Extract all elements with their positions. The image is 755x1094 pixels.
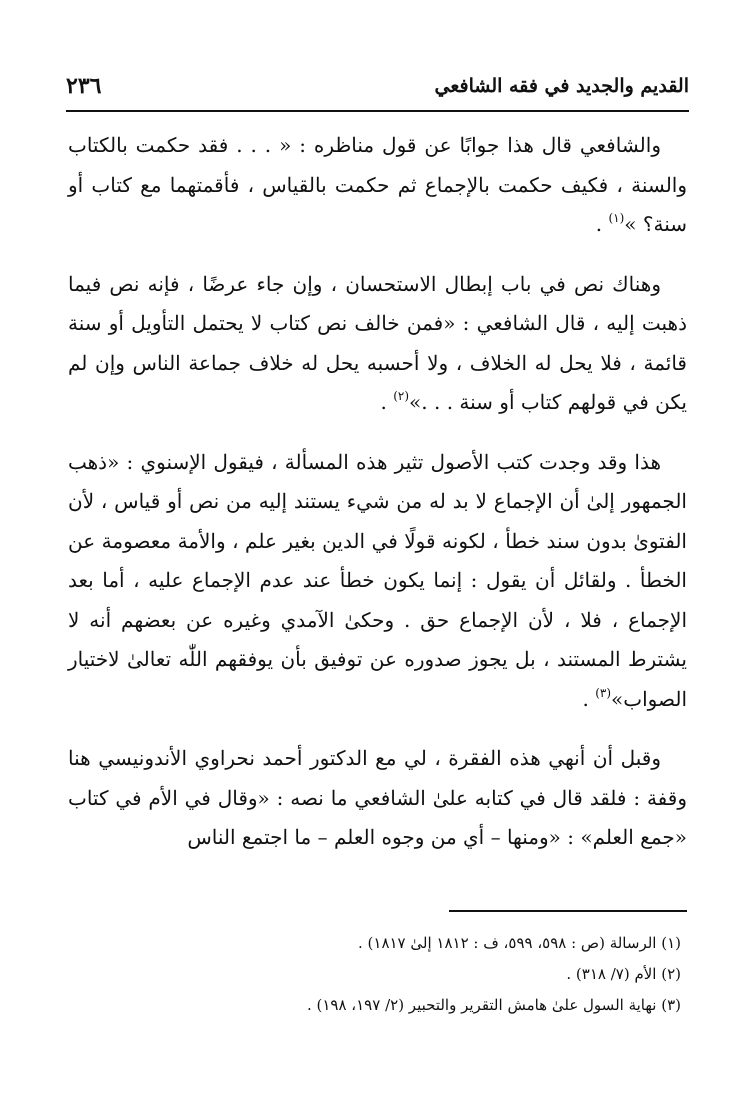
paragraph: وهناك نص في باب إبطال الاستحسان ، وإن جاء عرضًا ، فإنه نص فيما ذهبت إليه ، قال الشافعي : «فمن خالف نص كتاب لا يحتمل التأويل أو سنة قائمة ، فلا يحل له الخلاف ، ولا أحسبه يحل له خلاف جماعة الناس وإن لم يكن في قولهم كتاب أو سنة . . .»$^{(٢)}$ . xyxy=(68,271,687,414)
paragraph: هذا وقد وجدت كتب الأصول تثير هذه المسألة ، فيقول الإسنوي : «ذهب الجمهور إلىٰ أن الإجماع لا بد له من شيء يستند إليه من نص أو قياس ، لأن الفتوىٰ بدون سند خطأ ، لكونه قولًا في الدين بغير علم ، والأمة معصومة عن الخطأ . ولقائل أن يقول : إنما يكون خطأ عند عدم الإجماع عليه ، أما بعد الإجماع ، فلا ، لأن الإجماع حق . وحكىٰ الآمدي وغيره عن بعضهم أنه لا يشترط المستند ، بل يجوز صدوره عن توفيق بأن يوفقهم اللّٰه تعالىٰ لاختيار الصواب»$^{(٣)}$ . xyxy=(68,449,687,711)
running-header xyxy=(66,62,689,112)
footnote: (٣) نهاية السول علىٰ هامش التقرير والتحبير (٢/ ١٩٧، ١٩٨) . xyxy=(306,996,681,1014)
footnotes xyxy=(68,928,687,1021)
footnote-ref: (٢) xyxy=(393,389,410,403)
footnote-separator xyxy=(449,910,687,912)
paragraph: والشافعي قال هذا جوابًا عن قول مناظره : « . . . فقد حكمت بالكتاب والسنة ، فكيف حكمت بالإجماع ثم حكمت بالقياس ، فأقمتهما مع كتاب أو سنة؟ »$^{(١)}$ . xyxy=(68,133,687,236)
footnote: (٢) الأم (٧/ ٣١٨) . xyxy=(566,965,681,983)
page-number: ٢٣٦ xyxy=(66,73,102,99)
footnote-ref: (١) xyxy=(608,211,625,225)
main-text xyxy=(68,126,687,878)
footnote: (١) الرسالة (ص : ٥٩٨، ٥٩٩، ف : ١٨١٢ إلىٰ ١٨١٧) . xyxy=(358,934,681,952)
paragraph: وقبل أن أنهي هذه الفقرة ، لي مع الدكتور أحمد نحراوي الأندونيسي هنا وقفة : فلقد قال في كتابه علىٰ الشافعي ما نصه : «وقال في الأم في كتاب «جمع العلم» : «ومنها – أي من وجوه العلم – ما اجتمع الناس xyxy=(68,746,687,849)
running-title: القديم والجديد في فقه الشافعي xyxy=(434,75,689,97)
footnote-ref: (٣) xyxy=(595,685,612,700)
